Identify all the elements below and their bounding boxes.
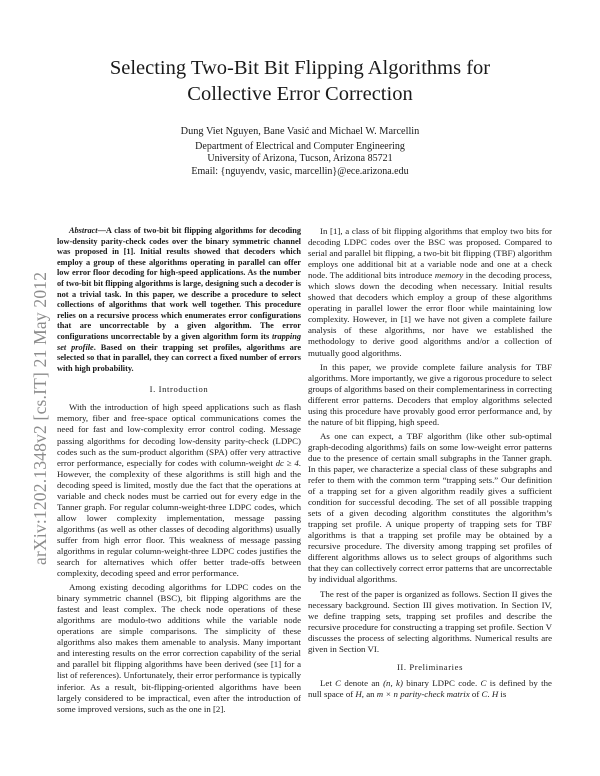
affiliation-dept: Department of Electrical and Computer Engineering	[195, 140, 405, 152]
intro-p1-text-b: . However, the complexity of these algorithms is still high and the decoding speed is limited, mostly due the fact that the operations at variable and check nodes must be carried out for every edge in the Tanner graph. For regular column-weight-three LDPC codes, which allow lower complexity implementation, message passing algorithms (as well as other classes of decoding algorithms) usually suffer from high error floor. This weakness of message passing algorithms in regular column-weight-three LDPC codes justifies the search for alternatives which offer better trade-offs between complexity, decoding speed and error performance.	[57, 457, 302, 579]
prelim-text-e: , an	[361, 688, 377, 699]
title-line-1: Selecting Two-Bit Bit Flipping Algorithms for	[109, 57, 491, 79]
prelim-text-g: of	[469, 688, 482, 699]
intro-p1-math: dc ≥ 4	[275, 457, 299, 468]
prelim-math-3: C	[480, 677, 487, 688]
section-heading-preliminaries: II. Preliminaries	[396, 661, 464, 672]
intro-paragraph-3	[308, 226, 552, 359]
prelim-text-b: denote an	[341, 677, 384, 688]
intro-p3-text-a: In [1], a class of bit flipping algorithms that employ two bits for decoding LDPC codes over the BSC was proposed. Compared to serial and parallel bit flipping, a two-bit bit flipping (TBF) algorithm employs one additional bit at a variable node and one at a check node. The additional bits introduce	[308, 226, 552, 281]
intro-paragraph-6: The rest of the paper is organized as follows. Section II gives the necessary background. Section III gives motivation. In Section IV, we define trapping sets, trapping set profiles and describe the recursive procedure for constructing a trapping set profile. Section V discusses the process of selecting algorithms. Numerical results are given in Section VI.	[308, 588, 552, 654]
author-block	[40, 126, 560, 178]
prelim-text-c: binary LDPC code.	[402, 677, 481, 688]
paper-title	[40, 55, 560, 107]
abstract-text-a: —A class of two-bit bit flipping algorithms for decoding low-density parity-check codes over the binary symmetric channel was proposed in [1]. Initial results showed that decoders which employ a group of these algorithms operating in parallel can offer low error floor decoding for high-speed applications. As the number of two-bit bit flipping algorithms is large, designing such a decoder is not a trivial task. In this paper, we describe a procedure to select collections of algorithms that work well together. This procedure relies on a recursive process which enumerates error configurations that are uncorrectable by a given algorithm. The error configurations uncorrectable by a given algorithm form its	[57, 226, 301, 341]
arxiv-stamp: arXiv:1202.1348v2 [cs.IT] 21 May 2012	[30, 271, 50, 565]
left-column	[57, 226, 301, 715]
prelim-math-1: C	[335, 677, 342, 688]
intro-paragraph-2: Among existing decoding algorithms for LDPC codes on the binary symmetric channel (BSC), bit flipping algorithms are the fastest and least complex. The check node operations of these algorithms are modulo-two additions while the variable node operations are simple comparisons. The simplicity of these algorithms also makes them amenable to analysis. Many important and interesting results on the error correction capability of the serial and parallel bit flipping algorithms have been derived (see [1] for a list of references). Unfortunately, their error performance is typically inferior. As a result, bit-flipping-oriented algorithms have been largely considered to be impractical, even after the introduction of some improved versions, such as the one in [2].	[57, 582, 301, 714]
prelim-text-h: .	[487, 688, 492, 699]
title-line-2: Collective Error Correction	[187, 83, 413, 105]
section-heading-introduction: I. Introduction	[149, 384, 209, 395]
intro-p3-text-b: in the decoding process, which slows down the decoding when necessary. Initial results showed that decoders which employ a group of these algorithms operating in parallel lower the error floor while maintaining low complexity. However, in [1] we have not given a complete failure analysis of these algorithms, nor have we established the methodology to derive good algorithms and/or a collection of mutually good algorithms.	[308, 270, 552, 358]
prelim-math-2: (n, k)	[383, 677, 403, 688]
abstract-text-b: . Based on their trapping set profiles, algorithms are selected so that in parallel, they can correct a fixed number of errors with high probability.	[57, 342, 301, 373]
prelim-math-7: H	[491, 688, 499, 699]
intro-paragraph-5: As one can expect, a TBF algorithm (like other sub-optimal graph-decoding algorithms) fails on some low-weight error patterns due to the presence of certain small subgraphs in the Tanner graph. In this paper, we characterize a special class of these subgraphs and refer to them with the common term “trapping sets.” Our definition of a trapping set for a given algorithm readily gives a sufficient condition for successful decoding. The set of all possible trapping sets of a given decoding algorithm constitutes the algorithm’s trapping set profile. A unique property of trapping sets for TBF algorithms is that a trapping set profile may be obtained by a recursive procedure. The diversity among trapping set profiles of different algorithms allows us to select groups of algorithms such that they can collectively correct error patterns that are uncorrectable by individual algorithms.	[308, 430, 552, 585]
prelim-math-4: H	[355, 688, 362, 699]
prelim-text-i: is	[498, 688, 507, 699]
author-email: Email: {nguyendv, vasic, marcellin}@ece.arizona.edu	[191, 165, 409, 177]
affiliation-university: University of Arizona, Tucson, Arizona 85721	[207, 153, 393, 165]
intro-paragraph-4: In this paper, we provide complete failure analysis for TBF algorithms. More importantly, we give a rigorous procedure to select groups of algorithms based on their complementariness in correcting different error patterns. Decoders that employ algorithms selected using this procedure have provably good error performance and, by the nature of bit flipping, high speed.	[308, 361, 552, 427]
right-column	[308, 226, 552, 700]
abstract	[57, 226, 301, 374]
prelim-math-5: m × n	[376, 688, 398, 699]
prelim-math-6: C	[481, 688, 488, 699]
prelim-emph: parity-check matrix	[397, 688, 470, 699]
prelim-text-a: Let	[320, 677, 336, 688]
intro-paragraph-1	[57, 402, 301, 579]
intro-p1-text-a: With the introduction of high speed applications such as flash memory, fiber and free-space optical communications comes the need for fast and low-complexity error control coding. Message passing algorithms for decoding low-density parity-check (LDPC) codes such as the sum-product algorithm (SPA) offer very attractive error performance, especially for codes with column-weight	[57, 402, 301, 468]
intro-p3-emph: memory	[434, 270, 464, 281]
abstract-label: Abstract	[69, 226, 98, 235]
author-names: Dung Viet Nguyen, Bane Vasić and Michael W. Marcellin	[180, 126, 420, 137]
prelim-text-d: is defined by the null space of	[308, 677, 552, 699]
prelim-paragraph-1	[308, 678, 552, 700]
abstract-emph: trapping set profile	[57, 331, 301, 352]
